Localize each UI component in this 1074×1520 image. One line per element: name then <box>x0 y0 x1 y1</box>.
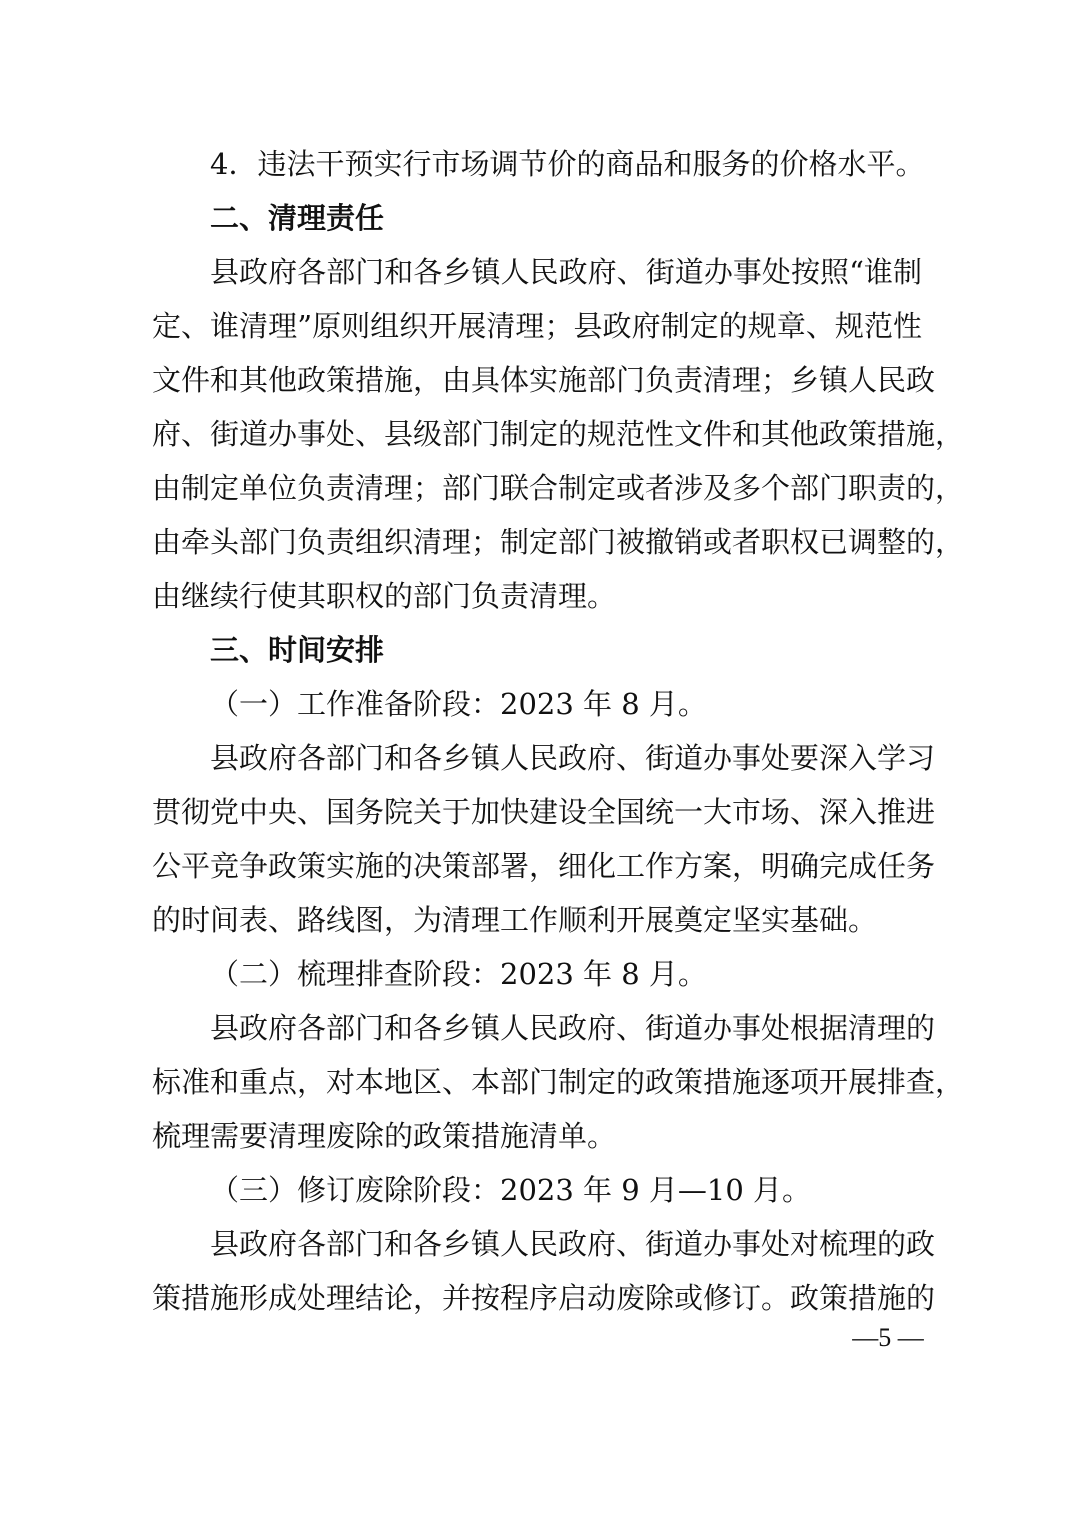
text-line: 县政府各部门和各乡镇人民政府、街道办事处按照“谁制 <box>210 255 922 289</box>
text-line: 贯彻党中央、国务院关于加快建设全国统一大市场、深入推进 <box>152 795 936 829</box>
text-line: 县政府各部门和各乡镇人民政府、街道办事处根据清理的 <box>210 1011 936 1045</box>
text-line: 县政府各部门和各乡镇人民政府、街道办事处对梳理的政 <box>210 1227 936 1261</box>
page-number: —5 — <box>852 1323 924 1352</box>
stage-heading: （一）工作准备阶段：2023 年 8 月。 <box>210 687 707 721</box>
text-line: 县政府各部门和各乡镇人民政府、街道办事处要深入学习 <box>210 741 936 775</box>
text-line: 公平竞争政策实施的决策部署，细化工作方案，明确完成任务 <box>152 849 936 883</box>
text-line: 由制定单位负责清理；部门联合制定或者涉及多个部门职责的， <box>152 471 965 505</box>
text-line: 文件和其他政策措施，由具体实施部门负责清理；乡镇人民政 <box>152 363 936 397</box>
section-heading: 三、时间安排 <box>210 633 385 667</box>
text-line: 策措施形成处理结论，并按程序启动废除或修订。政策措施的 <box>152 1281 936 1315</box>
stage-heading: （二）梳理排查阶段：2023 年 8 月。 <box>210 957 707 991</box>
text-line: 定、谁清理”原则组织开展清理；县政府制定的规章、规范性 <box>152 309 922 343</box>
stage-heading: （三）修订废除阶段：2023 年 9 月—10 月。 <box>210 1173 812 1207</box>
text-line: 的时间表、路线图，为清理工作顺利开展奠定坚实基础。 <box>152 903 878 937</box>
text-line: 标准和重点，对本地区、本部门制定的政策措施逐项开展排查， <box>152 1065 965 1099</box>
text-line: 梳理需要清理废除的政策措施清单。 <box>152 1119 617 1153</box>
section-heading: 二、清理责任 <box>210 201 385 235</box>
text-line: 府、街道办事处、县级部门制定的规范性文件和其他政策措施， <box>152 417 965 451</box>
text-line: 由继续行使其职权的部门负责清理。 <box>152 579 617 613</box>
text-line: 4．违法干预实行市场调节价的商品和服务的价格水平。 <box>210 147 925 181</box>
text-line: 由牵头部门负责组织清理；制定部门被撤销或者职权已调整的， <box>152 525 965 559</box>
